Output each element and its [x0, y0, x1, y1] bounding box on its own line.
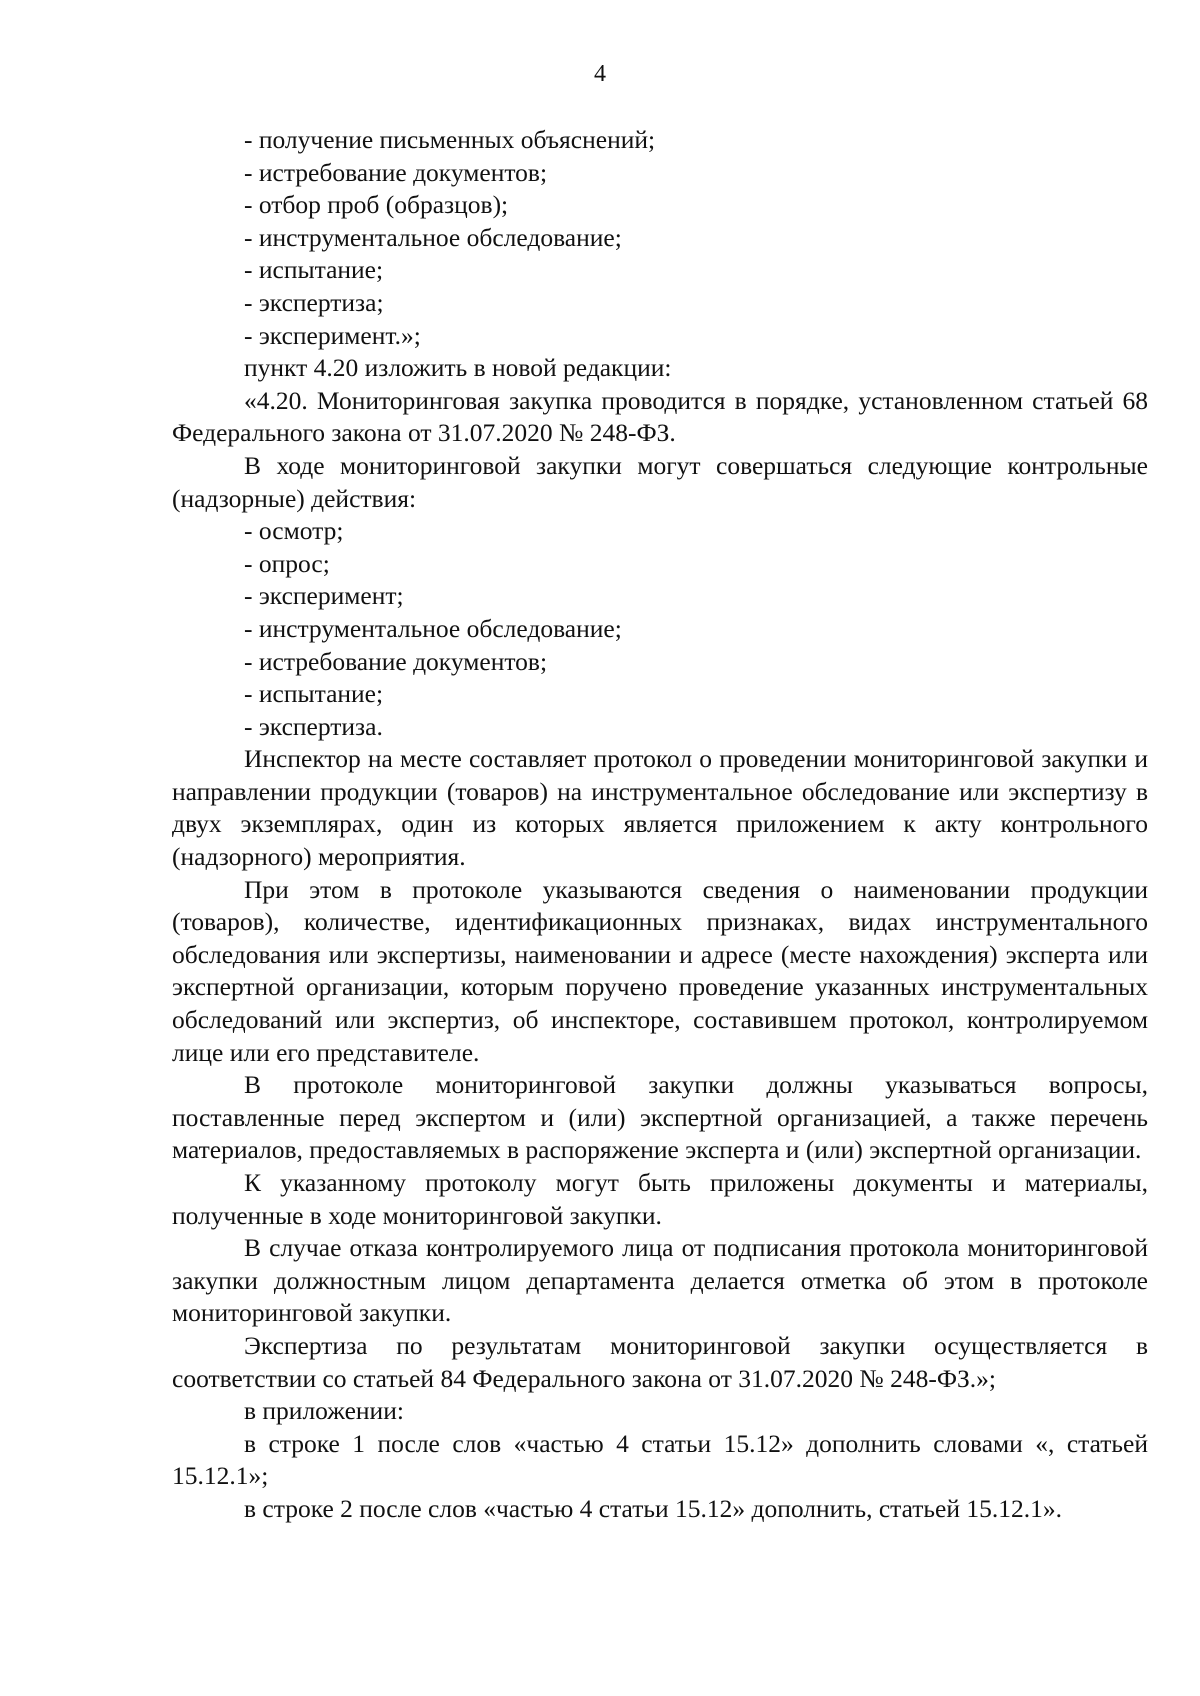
list-item: - испытание; [244, 255, 384, 285]
list-item: - инструментальное обследование; [244, 613, 622, 643]
list-item: - эксперимент.»; [244, 320, 421, 350]
list-item: - экспертиза. [244, 711, 383, 741]
list-item: - истребование документов; [244, 646, 548, 676]
instruction-line: в приложении: [244, 1396, 404, 1426]
paragraph: В протоколе мониторинговой закупки должны указываться вопросы, поставленные перед экспертом и (или) экспертной организацией, а также перечень материалов, предоставляемых в распоряжение эксперта и (или) экспертной организации. [172, 1070, 1148, 1165]
paragraph: В ходе мониторинговой закупки могут совершаться следующие контрольные (надзорные) действия: [172, 450, 1148, 513]
paragraph: Инспектор на месте составляет протокол о проведении мониторинговой закупки и направлении продукции (товаров) на инструментальное обследование или экспертизу в двух экземплярах, один из которых является приложением к акту контрольного (надзорного) мероприятия. [172, 744, 1148, 872]
paragraph: К указанному протоколу могут быть приложены документы и материалы, полученные в ходе мониторинговой закупки. [172, 1168, 1148, 1230]
paragraph: При этом в протоколе указываются сведения о наименовании продукции (товаров), количестве, идентификационных признаках, видах инструментального обследования или экспертизы, наименовании и адресе (месте нахождения) эксперта или экспертной организации, которым поручено проведение указанных инструментальных обследований или экспертиз, об инспекторе, составившем протокол, контролируемом лице или его представителе. [172, 874, 1148, 1067]
list-item: - инструментальное обследование; [244, 222, 622, 252]
paragraph: «4.20. Мониторинговая закупка проводится в порядке, установленном статьей 68 Федерального закона от 31.07.2020 № 248-ФЗ. [172, 385, 1148, 448]
paragraph: в строке 2 после слов «частью 4 статьи 15.12» дополнить, статьей 15.12.1». [244, 1493, 1062, 1523]
page-number: 4 [594, 61, 606, 87]
list-item: - получение письменных объяснений; [244, 125, 656, 154]
paragraph: в строке 1 после слов «частью 4 статьи 15.12» дополнить словами «, статьей 15.12.1»; [172, 1428, 1148, 1491]
list-item: - эксперимент; [244, 581, 404, 611]
list-item: - испытание; [244, 679, 384, 709]
paragraph: Экспертиза по результатам мониторинговой закупки осуществляется в соответствии со статьей 84 Федерального закона от 31.07.2020 № 248-ФЗ.»; [172, 1330, 1148, 1393]
paragraph: В случае отказа контролируемого лица от подписания протокола мониторинговой закупки должностным лицом департамента делается отметка об этом в протоколе мониторинговой закупки. [172, 1233, 1148, 1328]
list-item: - осмотр; [244, 516, 344, 546]
instruction-line: пункт 4.20 изложить в новой редакции: [244, 353, 672, 383]
list-item: - экспертиза; [244, 287, 384, 317]
list-item: - истребование документов; [244, 157, 548, 187]
list-item: - отбор проб (образцов); [244, 190, 509, 220]
list-item: - опрос; [244, 548, 330, 578]
document-body [172, 124, 1148, 1526]
